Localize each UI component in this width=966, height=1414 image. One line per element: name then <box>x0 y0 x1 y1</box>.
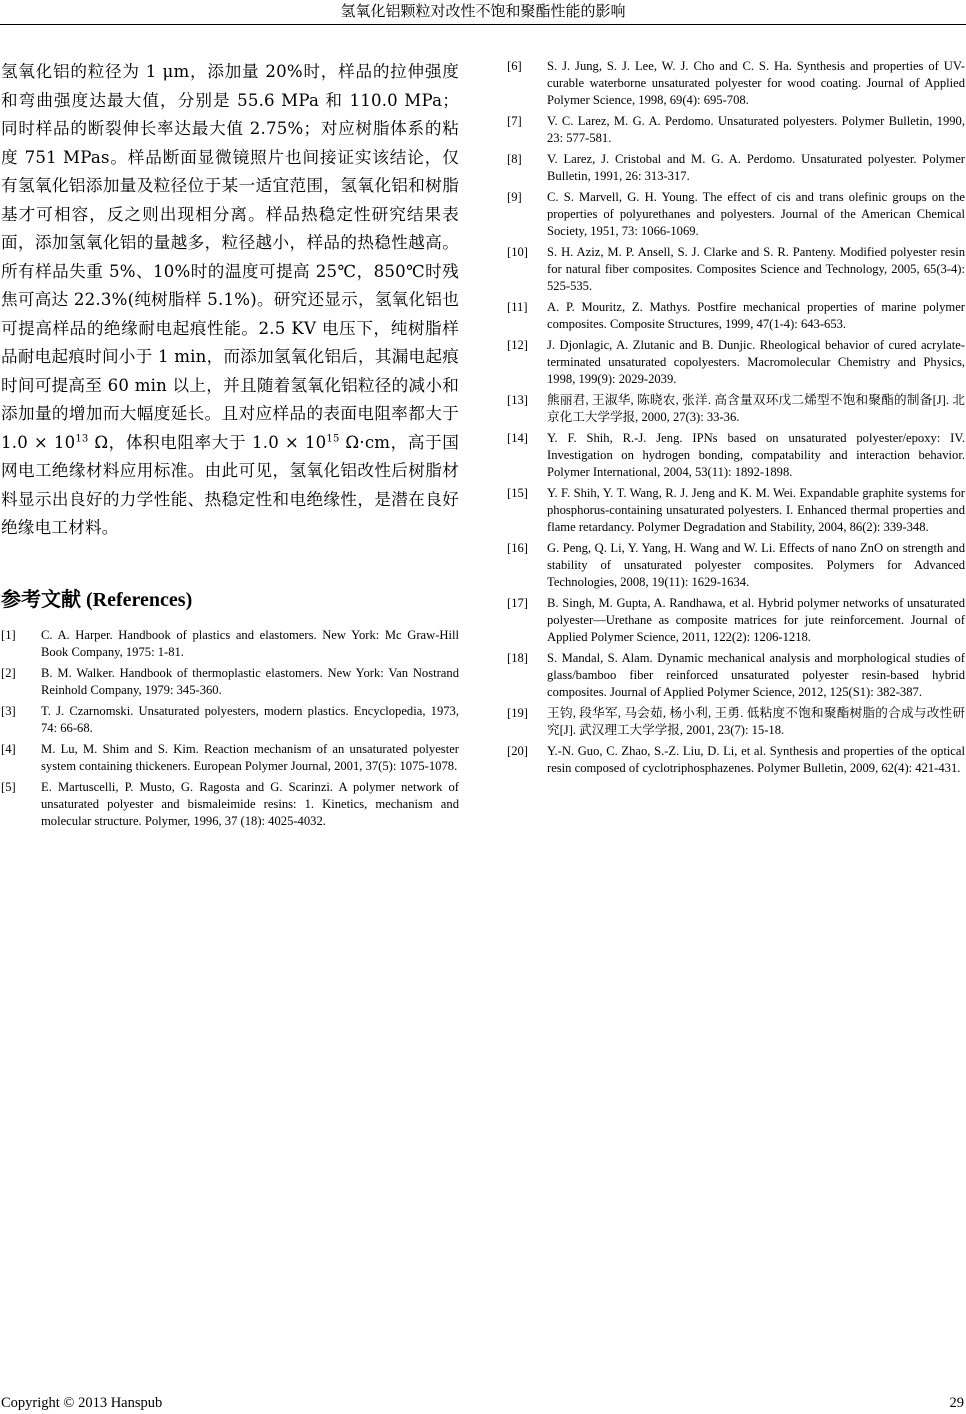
reference-item <box>1 665 459 699</box>
reference-item <box>1 741 459 775</box>
reference-text: 王钧, 段华军, 马会茹, 杨小利, 王勇. 低粘度不饱和聚酯树脂的合成与改性研究[J]. 武汉理工大学学报, 2001, 23(7): 15-18. <box>547 706 965 737</box>
reference-number: [7] <box>507 114 522 128</box>
reference-text: Y. F. Shih, R.-J. Jeng. IPNs based on unsaturated polyester/epoxy: IV. Investigation on hydrogen bonding, compatability and interaction behavior. Polymer International, 2004, 53(11): 1892-1898. <box>547 431 965 479</box>
reference-text: C. A. Harper. Handbook of plastics and elastomers. New York: Mc Graw-Hill Book Company, 1975: 1-81. <box>41 627 459 659</box>
reference-item <box>507 151 965 185</box>
superscript-13: 13 <box>75 432 89 444</box>
reference-text: G. Peng, Q. Li, Y. Yang, H. Wang and W. Li. Effects of nano ZnO on strength and stability of unsaturated polyester composites. Polymers for Advanced Technologies, 2008, 19(11): 1629-1634. <box>547 541 965 589</box>
reference-list-left <box>1 627 459 830</box>
reference-text: A. P. Mouritz, Z. Mathys. Postfire mechanical properties of marine polymer composites. Composite Structures, 1999, 47(1-4): 643-653. <box>547 300 965 331</box>
superscript-15: 15 <box>326 432 340 444</box>
reference-number: [6] <box>507 59 522 73</box>
reference-item <box>1 627 459 661</box>
reference-number: [20] <box>507 744 528 758</box>
reference-text: V. Larez, J. Cristobal and M. G. A. Perdomo. Unsaturated polyester. Polymer Bulletin, 1991, 26: 313-317. <box>547 152 965 183</box>
references-heading: 参考文献 (References) <box>1 588 193 611</box>
reference-item <box>507 299 965 333</box>
reference-number: [9] <box>507 190 522 204</box>
body-text-part-1: 氢氧化铝的粒径为 1 μm，添加量 20%时，样品的拉伸强度和弯曲强度达最大值，分别是 55.6 MPa 和 110.0 MPa；同时样品的断裂伸长率达最大值 2.75%；对应树脂体系的粘度 751 MPas。样品断面显微镜照片也间接证实该结论，仅有氢氧化铝添加量及粒径位于某一适宜范围，氢氧化铝和树脂基才可相容，反之则出现相分离。样品热稳定性研究结果表面，添加氢氧化铝的量越多，粒径越小，样品的热稳性越高。所有样品失重 5%、10%时的温度可提高 25℃，850℃时残焦可高达 22.3%(纯树脂样 5.1%)。研究还显示，氢氧化铝也可提高样品的绝缘耐电起痕性能。2.5 KV 电压下，纯树脂样品耐电起痕时间小于 1 min，而添加氢氧化铝后，其漏电起痕时间可提高至 60 min 以上，并且随着氢氧化铝粒径的减小和添加量的增加而大幅度延长。且对应样品的表面电阻率都大于 1.0 × 10 <box>1 62 459 452</box>
reference-text: S. Mandal, S. Alam. Dynamic mechanical analysis and morphological studies of glass/bamboo fiber reinforced unsaturated polyester resin-based hybrid composites. Journal of Applied Polymer Science, 2012, 125(S1): 382-387. <box>547 651 965 699</box>
reference-number: [19] <box>507 706 528 720</box>
reference-text: J. Djonlagic, A. Zlutanic and B. Dunjic. Rheological behavior of cured acrylate-terminated unsaturated copolyesters. Macromolecular Chemistry and Physics, 1998, 199(9): 2029-2039. <box>547 338 965 386</box>
reference-text: T. J. Czarnomski. Unsaturated polyesters, modern plastics. Encyclopedia, 1973, 74: 66-68. <box>41 703 459 735</box>
reference-number: [14] <box>507 431 528 445</box>
reference-text: E. Martuscelli, P. Musto, G. Ragosta and G. Scarinzi. A polymer network of unsaturated polyester and bismaleimide resins: 1. Kinetics, mechanism and molecular structure. Polymer, 1996, 37 (18): 4025-4032. <box>41 779 459 828</box>
reference-item <box>507 337 965 388</box>
body-text-part-2: Ω，体积电阻率大于 1.0 × 10 <box>88 432 327 452</box>
reference-number: [13] <box>507 393 528 407</box>
running-header: 氢氧化铝颗粒对改性不饱和聚酯性能的影响 <box>340 2 626 20</box>
reference-text: S. H. Aziz, M. P. Ansell, S. J. Clarke and S. R. Panteny. Modified polyester resin for natural fiber composites. Composites Science and Technology, 2005, 65(3-4): 525-535. <box>547 245 965 293</box>
header-rule <box>0 24 966 25</box>
reference-item <box>507 595 965 646</box>
reference-number: [15] <box>507 486 528 500</box>
reference-item <box>507 430 965 481</box>
body-text-part-3: Ω·cm，高于国网电工绝缘材料应用标准。由此可见，氢氧化铝改性后树脂材料显示出良好的力学性能、热稳定性和电绝缘性，是潜在良好绝缘电工材料。 <box>1 432 459 537</box>
reference-item <box>507 705 965 739</box>
reference-item <box>507 58 965 109</box>
reference-item <box>1 703 459 737</box>
reference-item <box>507 540 965 591</box>
reference-number: [5] <box>1 779 16 794</box>
reference-item <box>507 485 965 536</box>
reference-text: C. S. Marvell, G. H. Young. The effect of cis and trans olefinic groups on the properties of polyurethanes and polyesters. Journal of the American Chemical Society, 1951, 73: 1066-1069. <box>547 190 965 238</box>
reference-text: B. M. Walker. Handbook of thermoplastic elastomers. New York: Van Nostrand Reinhold Company, 1979: 345-360. <box>41 665 459 697</box>
reference-text: S. J. Jung, S. J. Lee, W. J. Cho and C. S. Ha. Synthesis and properties of UV-curable waterborne unsaturated polyester for wood coating. Journal of Applied Polymer Science, 1998, 69(4): 695-708. <box>547 59 965 107</box>
reference-number: [3] <box>1 703 16 718</box>
reference-item <box>1 779 459 830</box>
reference-number: [12] <box>507 338 528 352</box>
reference-item <box>507 189 965 240</box>
reference-text: B. Singh, M. Gupta, A. Randhawa, et al. Hybrid polymer networks of unsaturated polyester—Urethane as composite matrices for jute reinforcement. Journal of Applied Polymer Science, 2011, 122(2): 1206-1218. <box>547 596 965 644</box>
copyright-notice: Copyright © 2013 Hanspub <box>1 1395 163 1411</box>
reference-number: [10] <box>507 245 528 259</box>
conclusion-paragraph <box>1 58 459 543</box>
reference-number: [4] <box>1 741 16 756</box>
reference-item <box>507 392 965 426</box>
reference-number: [1] <box>1 627 16 642</box>
reference-item <box>507 113 965 147</box>
reference-text: Y. F. Shih, Y. T. Wang, R. J. Jeng and K. M. Wei. Expandable graphite systems for phosphorus-containing unsaturated polyesters. I. Enhanced thermal properties and flame retardancy. Polymer Degradation and Stability, 2004, 86(2): 339-348. <box>547 486 965 534</box>
reference-list-right <box>507 58 965 777</box>
reference-number: [18] <box>507 651 528 665</box>
reference-number: [2] <box>1 665 16 680</box>
reference-item <box>507 650 965 701</box>
left-column <box>1 58 459 834</box>
reference-text: V. C. Larez, M. G. A. Perdomo. Unsaturated polyesters. Polymer Bulletin, 1990, 23: 577-581. <box>547 114 965 145</box>
reference-item <box>507 244 965 295</box>
reference-item <box>507 743 965 777</box>
reference-text: Y.-N. Guo, C. Zhao, S.-Z. Liu, D. Li, et al. Synthesis and properties of the optical resin composed of cyclotriphosphazenes. Polymer Bulletin, 2009, 62(4): 421-431. <box>547 744 965 775</box>
reference-number: [16] <box>507 541 528 555</box>
reference-text: M. Lu, M. Shim and S. Kim. Reaction mechanism of an unsaturated polyester system containing thickeners. European Polymer Journal, 2001, 37(5): 1075-1078. <box>41 741 459 773</box>
reference-number: [11] <box>507 300 528 314</box>
reference-number: [17] <box>507 596 528 610</box>
page-number: 29 <box>949 1395 964 1411</box>
reference-number: [8] <box>507 152 522 166</box>
right-column <box>507 58 965 781</box>
reference-text: 熊丽君, 王淑华, 陈晓农, 张洋. 高含量双环戊二烯型不饱和聚酯的制备[J]. 北京化工大学学报, 2000, 27(3): 33-36. <box>547 393 965 424</box>
